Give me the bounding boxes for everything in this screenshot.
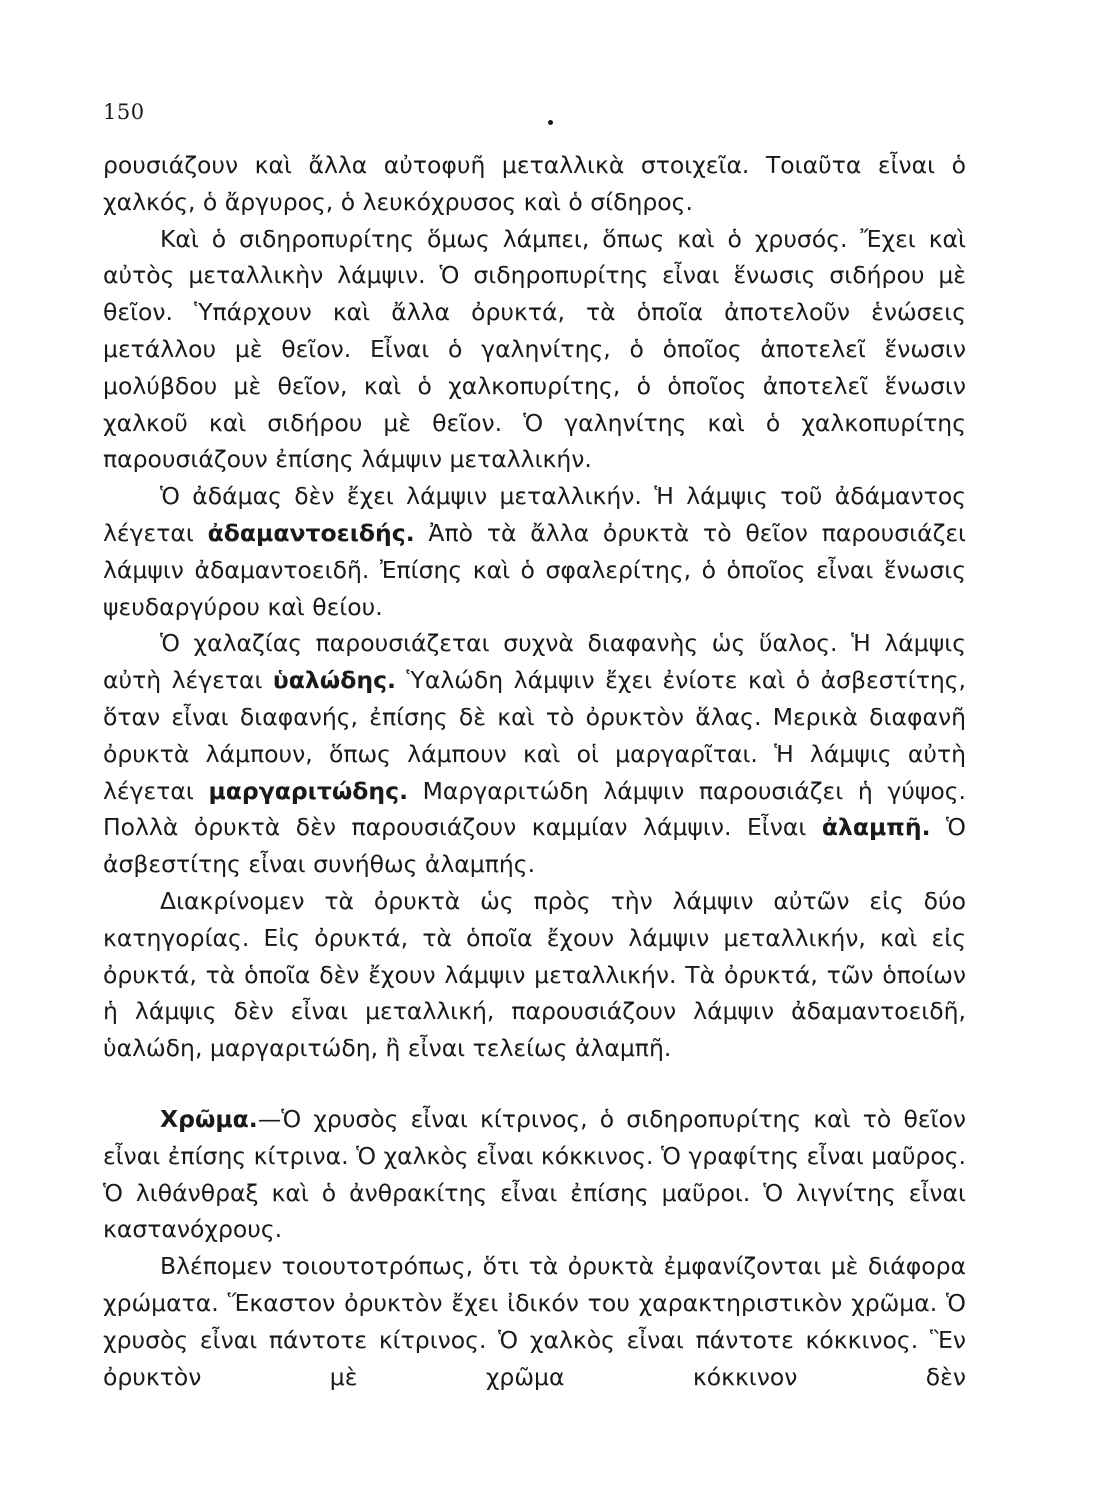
term-pearly: μαργαριτώδης. bbox=[208, 776, 408, 805]
paragraph-4-text-c: Μαργαριτώδη λάμψιν παρουσιάζει ἡ γύψος. Πολλὰ ὀρυκτὰ δὲν παρουσιάζουν καμμίαν λάμψιν. Εἶναι bbox=[103, 776, 966, 842]
page-number: 150 bbox=[103, 100, 145, 124]
paragraph-6-text: —Ὁ χρυσὸς εἶναι κίτρινος, ὁ σιδηροπυρίτης καὶ τὸ θεῖον εἶναι ἐπίσης κίτρινα. Ὁ χαλκὸς εἶναι κόκκινος. Ὁ γραφίτης εἶναι μαῦρος. Ὁ λιθάνθραξ καὶ ὁ ἀνθρακίτης εἶναι ἐπίσης μαῦροι. Ὁ λιγνίτης εἶναι καστανόχρους. bbox=[103, 1104, 966, 1244]
paragraph-3-text-a: Ὁ ἀδάμας δὲν ἔχει λάμψιν μεταλλικήν. Ἡ λάμψις τοῦ ἀδάμαντος λέγεται bbox=[103, 482, 966, 547]
paragraph-3-text-b: Ἀπὸ τὰ ἄλλα ὀρυκτὰ τὸ θεῖον παρουσιάζει λάμψιν ἀδαμαντοειδῆ. Ἐπίσης καὶ ὁ σφαλερίτης, ὁ ὁποῖος εἶναι ἕνωσις ψευδαργύρου καὶ θείου. bbox=[103, 518, 967, 621]
paragraph-6 bbox=[103, 1101, 966, 1248]
text-block bbox=[103, 147, 966, 1395]
paragraph-4-text-a: Ὁ χαλαζίας παρουσιάζεται συχνὰ διαφανὴς ὡς ὕαλος. Ἡ λάμψις αὐτὴ λέγεται bbox=[103, 629, 966, 695]
paragraph-5: Διακρίνομεν τὰ ὀρυκτὰ ὡς πρὸς τὴν λάμψιν αὐτῶν εἰς δύο κατηγορίας. Εἰς ὀρυκτά, τὰ ὁποῖα ἔχουν λάμψιν μεταλλικήν, καὶ εἰς ὀρυκτά, τὰ ὁποῖα δὲν ἔχουν λάμψιν μεταλλικήν. Τὰ ὀρυκτά, τῶν ὁποίων ἡ λάμψις δὲν εἶναι μεταλλική, παρουσιάζουν λάμψιν ἀδαμαντοειδῆ, ὑαλώδη, μαργαριτώδη, ἢ εἶναι τελείως ἀλαμπῆ. bbox=[103, 886, 966, 1063]
term-dull: ἀλαμπῆ. bbox=[821, 813, 931, 842]
paragraph-1: ρουσιάζουν καὶ ἄλλα αὐτοφυῆ μεταλλικὰ στοιχεῖα. Τοιαῦτα εἶναι ὁ χαλκός, ὁ ἄργυρος, ὁ λευκόχρυσος καὶ ὁ σίδηρος. bbox=[103, 151, 966, 216]
section-gap bbox=[103, 1067, 966, 1101]
term-vitreous: ὑαλώδης. bbox=[272, 666, 396, 695]
paragraph-4-text-b: Ὑαλώδη λάμψιν ἔχει ἐνίοτε καὶ ὁ ἀσβεστίτης, ὅταν εἶναι διαφανής, ἐπίσης δὲ καὶ τὸ ὀρυκτὸν ἅλας. Μερικὰ διαφανῆ ὀρυκτὰ λάμπουν, ὅπως λάμπουν καὶ οἱ μαργαρῖται. Ἡ λάμψις αὐτὴ λέγεται bbox=[103, 666, 966, 805]
page-dot bbox=[548, 120, 553, 125]
section-heading-color: Χρῶμα. bbox=[160, 1104, 258, 1133]
paragraph-4-text-d: Ὁ ἀσβεστίτης εἶναι συνήθως ἀλαμπής. bbox=[103, 813, 966, 879]
paragraph-3 bbox=[103, 478, 966, 625]
paragraph-4 bbox=[103, 625, 966, 883]
paragraph-2: Καὶ ὁ σιδηροπυρίτης ὅμως λάμπει, ὅπως καὶ ὁ χρυσός. Ἔχει καὶ αὐτὸς μεταλλικὴν λάμψιν. Ὁ σιδηροπυρίτης εἶναι ἕνωσις σιδήρου μὲ θεῖον. Ὑπάρχουν καὶ ἄλλα ὀρυκτά, τὰ ὁποῖα ἀποτελοῦν ἑνώσεις μετάλλου μὲ θεῖον. Εἶναι ὁ γαληνίτης, ὁ ὁποῖος ἀποτελεῖ ἕνωσιν μολύβδου μὲ θεῖον, καὶ ὁ χαλκοπυρίτης, ὁ ὁποῖος ἀποτελεῖ ἕνωσιν χαλκοῦ καὶ σιδήρου μὲ θεῖον. Ὁ γαληνίτης καὶ ὁ χαλκοπυρίτης παρουσιάζουν ἐπίσης λάμψιν μεταλλικήν. bbox=[103, 224, 966, 474]
paragraph-7: Βλέπομεν τοιουτοτρόπως, ὅτι τὰ ὀρυκτὰ ἐμφανίζονται μὲ διάφορα χρώματα. Ἕκαστον ὀρυκτὸν ἔχει ἰδικόν του χαρακτηριστικὸν χρῶμα. Ὁ χρυσὸς εἶναι πάντοτε κίτρινος. Ὁ χαλκὸς εἶναι πάντοτε κόκκινος. Ἓν ὀρυκτὸν μὲ χρῶμα κόκκινον δὲν bbox=[103, 1252, 966, 1391]
term-adamantine: ἀδαμαντοειδής. bbox=[207, 518, 415, 547]
